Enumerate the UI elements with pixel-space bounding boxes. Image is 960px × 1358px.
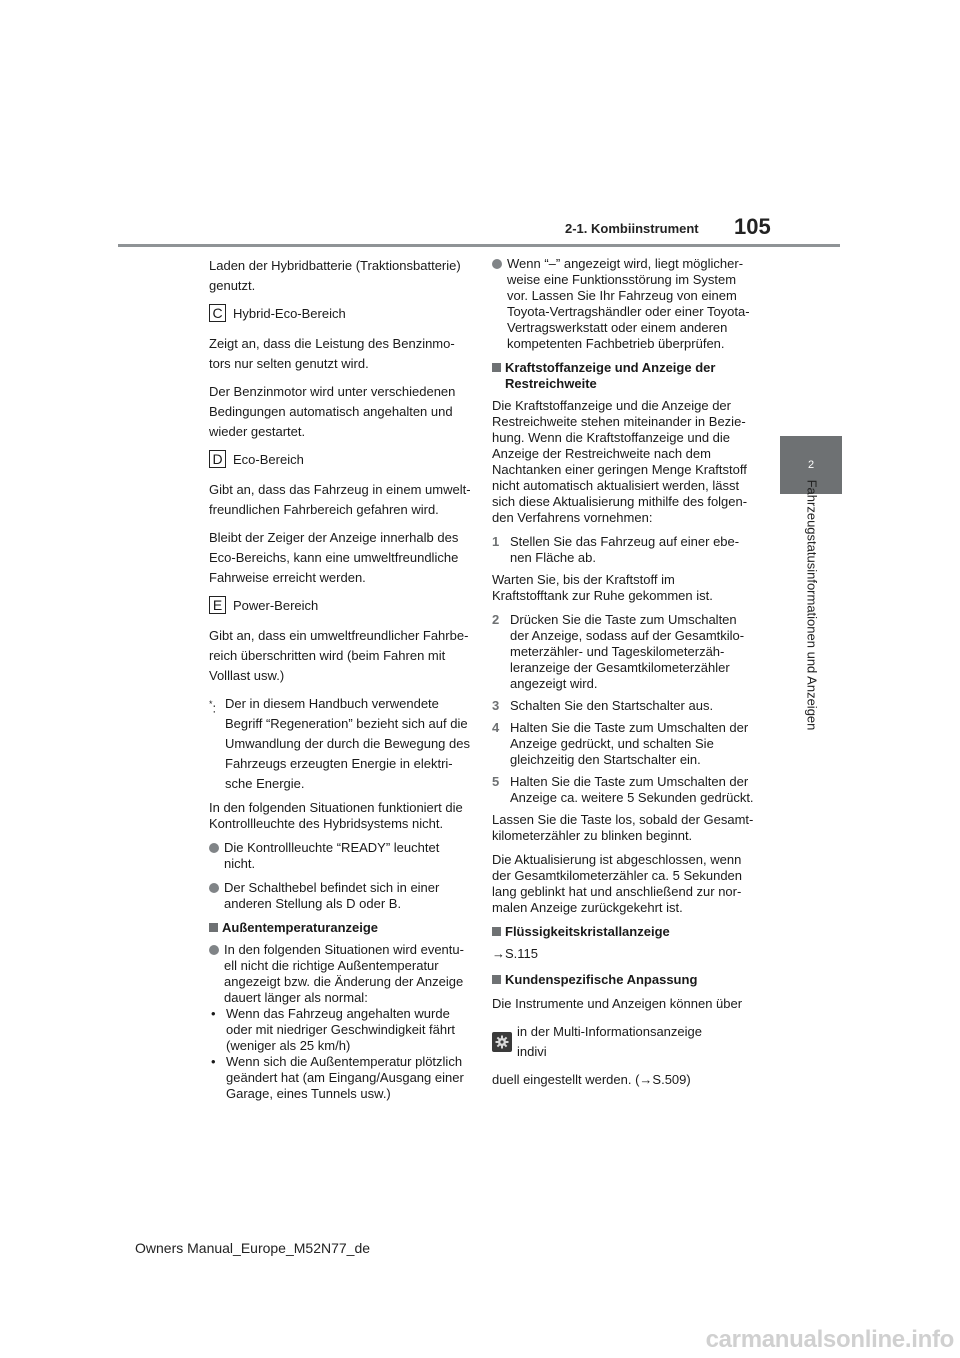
step-text: Halten Sie die Taste zum Umschalten der Anzeige ca. weitere 5 Sekunden gedrückt. — [510, 774, 754, 805]
gear-icon — [492, 1032, 512, 1052]
sub-bullet: • — [211, 1054, 216, 1069]
custom-paragraph-1: Die Instrumente und Anzeigen können über — [492, 996, 743, 1011]
list-item-text: Wenn sich die Außentemperatur plötzlich geändert hat (am Eingang/Ausgang einer Garage, eines Tunnels usw.) — [226, 1054, 464, 1101]
step-text: Drücken Sie die Taste zum Umschalten der Anzeige, sodass auf der Gesamtkilometerzähler- und Tageskilometerzähleranzeige der Gesamtkilometerzähler angezeigt wird. — [510, 612, 745, 691]
ready-intro: In den folgenden Situationen funktioniert die Kontrollleuchte des Hybridsystems nicht. — [209, 800, 463, 831]
fuel-heading — [492, 360, 754, 392]
page-number: 105 — [734, 214, 771, 239]
square-bullet-icon — [209, 923, 218, 932]
fuel-paragraph-3: Die Aktualisierung ist abgeschlossen, wenn der Gesamtkilometerzähler ca. 5 Sekunden lang geblinkt hat und anschließend zur normalen Anzeige zurückgekehrt ist. — [492, 852, 743, 915]
section-title: 2-1. Kombiinstrument — [565, 221, 699, 236]
heading-text: Kraftstoffanzeige und Anzeige der Restreichweite — [505, 360, 716, 391]
custom-paragraph-2-text: in der Multi-Informationsanzeige indivi — [517, 1024, 702, 1059]
list-item-text: Wenn “–” angezeigt wird, liegt möglicherweise eine Funktionsstörung im System vor. Lassen Sie Ihr Fahrzeug von einem Toyota-Vertragshändler oder einer Toyota-Vertragswerkstatt oder einem anderen kompetenten Fachbetrieb überprüfen. — [507, 256, 750, 351]
d-paragraph-1: Gibt an, dass das Fahrzeug in einem umweltfreundlichen Fahrbereich gefahren wird. — [209, 482, 471, 517]
left-column — [209, 256, 471, 1102]
step-number: 4 — [492, 720, 500, 735]
list-item — [209, 1054, 471, 1102]
list-item-text: Wenn das Fahrzeug angehalten wurde oder mit niedriger Geschwindigkeit fährt (weniger als 25 km/h) — [226, 1006, 456, 1053]
step-5 — [492, 774, 754, 806]
bullet-dot-icon — [209, 945, 219, 955]
range-label-e-text: Power-Bereich — [233, 597, 319, 613]
step-text: Halten Sie die Taste zum Umschalten der Anzeige gedrückt, und schalten Sie gleichzeitig den Startschalter ein. — [510, 720, 749, 767]
step-number: 1 — [492, 534, 500, 549]
c-paragraph-1: Zeigt an, dass die Leistung des Benzinmotors nur selten genutzt wird. — [209, 336, 455, 371]
letter-box-c: C — [209, 304, 226, 322]
step-text: Stellen Sie das Fahrzeug auf einer ebenen Fläche ab. — [510, 534, 740, 565]
step-2 — [492, 612, 754, 692]
step-text: Schalten Sie den Startschalter aus. — [510, 698, 714, 713]
square-bullet-icon — [492, 363, 501, 372]
heading-text: Außentemperaturanzeige — [222, 920, 379, 935]
list-item — [209, 942, 471, 1006]
list-item — [209, 880, 471, 912]
c-paragraph-2: Der Benzinmotor wird unter verschiedenen Bedingungen automatisch angehalten und wieder gestartet. — [209, 384, 456, 439]
range-label-e — [209, 596, 471, 614]
bullet-dot-icon — [209, 843, 219, 853]
heading-text: Kundenspezifische Anpassung — [505, 972, 698, 987]
range-label-d — [209, 450, 471, 468]
outside-temp-subitems — [209, 1006, 471, 1102]
chapter-tab: 2 — [780, 436, 842, 494]
custom-paragraph-2 — [492, 1022, 754, 1062]
header-divider — [118, 244, 840, 247]
footnote-text: Der in diesem Handbuch verwendete Begriff “Regeneration” bezieht sich auf die Umwandlung der durch die Bewegung des Fahrzeugs erzeugten Energie in elektrische Energie. — [225, 696, 470, 791]
custom-paragraph-3: duell eingestellt werden. (→S.509) — [492, 1072, 691, 1087]
list-item-text: Der Schalthebel befindet sich in einer anderen Stellung als D oder B. — [224, 880, 440, 911]
d-paragraph-2: Bleibt der Zeiger der Anzeige innerhalb des Eco-Bereichs, kann eine umweltfreundliche Fahrweise erreicht werden. — [209, 530, 459, 585]
outside-temp-heading — [209, 920, 471, 936]
watermark: carmanualsonline.info — [705, 1326, 954, 1353]
step-number: 2 — [492, 612, 500, 627]
letter-box-e: E — [209, 596, 226, 614]
fuel-paragraph-2: Lassen Sie die Taste los, sobald der Gesamtkilometerzähler zu blinken beginnt. — [492, 812, 754, 843]
square-bullet-icon — [492, 927, 501, 936]
list-item-text: Die Kontrollleuchte “READY” leuchtet nicht. — [224, 840, 440, 871]
e-paragraph-1: Gibt an, dass ein umweltfreundlicher Fahrbereich überschritten wird (beim Fahren mit Volllast usw.) — [209, 628, 469, 683]
lcd-heading — [492, 924, 754, 940]
range-label-d-text: Eco-Bereich — [233, 451, 304, 467]
range-label-c — [209, 304, 471, 322]
chapter-side-label: Fahrzeugstatusinformationen und Anzeigen — [804, 479, 820, 731]
heading-text: Flüssigkeitskristallanzeige — [505, 924, 670, 939]
sub-bullet: • — [211, 1006, 216, 1021]
list-item-text: In den folgenden Situationen wird eventuell nicht die richtige Außentemperatur angezeigt bzw. die Änderung der Anzeige dauert länger als normal: — [224, 942, 464, 1005]
right-column — [492, 256, 754, 1098]
lcd-reference-link[interactable]: →S.115 — [492, 946, 539, 961]
bullet-dot-icon — [209, 883, 219, 893]
square-bullet-icon — [492, 975, 501, 984]
step-1-note: Warten Sie, bis der Kraftstoff im Kraftstofftank zur Ruhe gekommen ist. — [492, 572, 713, 603]
intro-paragraph: Laden der Hybridbatterie (Traktionsbatterie) genutzt. — [209, 258, 461, 293]
letter-box-d: D — [209, 450, 226, 468]
step-number: 5 — [492, 774, 500, 789]
document-footer: Owners Manual_Europe_M52N77_de — [135, 1240, 371, 1256]
step-number: 3 — [492, 698, 500, 713]
step-1 — [492, 534, 754, 566]
footnote — [209, 694, 471, 794]
footnote-mark: *: — [209, 699, 217, 716]
list-item — [492, 256, 754, 352]
list-item — [209, 1006, 471, 1054]
step-3 — [492, 698, 754, 714]
range-label-c-text: Hybrid-Eco-Bereich — [233, 305, 346, 321]
bullet-dot-icon — [492, 259, 502, 269]
step-4 — [492, 720, 754, 768]
custom-heading — [492, 972, 754, 988]
list-item — [209, 840, 471, 872]
fuel-paragraph-1: Die Kraftstoffanzeige und die Anzeige der Restreichweite stehen miteinander in Beziehung. Wenn die Kraftstoffanzeige und die Anzeige der Restreichweite nach dem Nachtanken einer geringen Menge Kraftstoff nicht automatisch aktualisiert werden, lässt sich diese Aktualisierung mithilfe des folgenden Verfahrens vornehmen: — [492, 398, 748, 525]
